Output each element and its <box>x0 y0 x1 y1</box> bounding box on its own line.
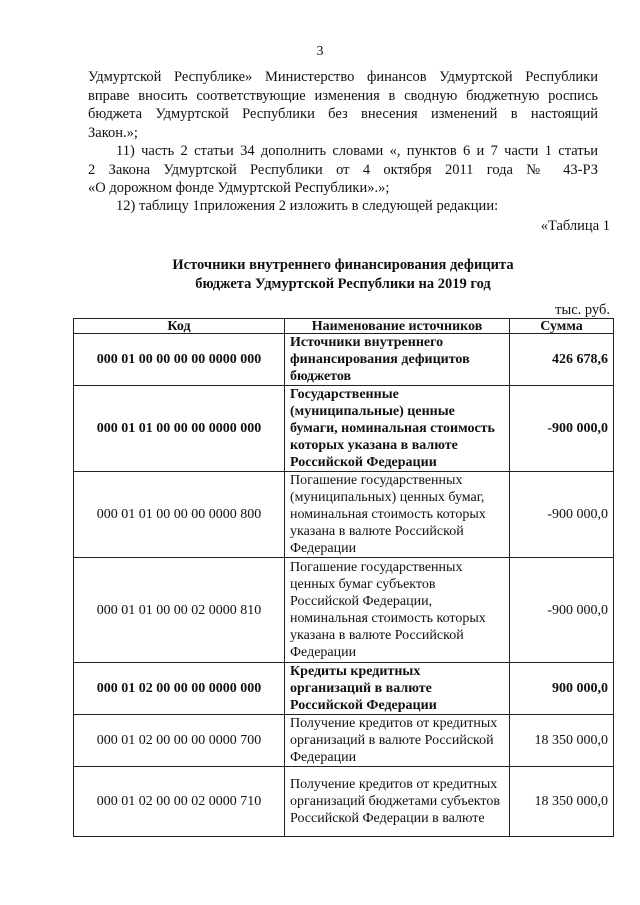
table-row <box>74 767 614 837</box>
text-line: 11) часть 2 статьи 34 дополнить словами «, пунктов 6 и 7 части 1 статьи <box>116 143 598 159</box>
sources-table <box>73 318 614 837</box>
cell-code: 000 01 01 00 00 00 0000 800 <box>74 472 285 558</box>
cell-sum: 426 678,6 <box>510 334 614 386</box>
table-title <box>88 256 598 294</box>
table-title-line: бюджета Удмуртской Республики на 2019 год <box>195 276 491 292</box>
cell-code: 000 01 01 00 00 02 0000 810 <box>74 558 285 663</box>
cell-code: 000 01 02 00 00 00 0000 700 <box>74 715 285 767</box>
paragraph-1 <box>88 68 598 142</box>
cell-name: Получение кредитов от кредитных организаций бюджетами субъектов Российской Федерации в валюте <box>285 767 510 837</box>
text-line: 2 Закона Удмуртской Республики от 4 октября 2011 года № 43-РЗ <box>88 161 598 178</box>
units-label: тыс. руб. <box>555 302 610 318</box>
table-row <box>74 663 614 715</box>
cell-name: Источники внутреннего финансирования дефицитов бюджетов <box>285 334 510 386</box>
paragraph-2 <box>88 142 598 198</box>
text-line: «О дорожном фонде Удмуртской Республики».»; <box>88 180 390 196</box>
cell-name: Погашение государственных (муниципальных) ценных бумаг, номинальная стоимость которых указана в валюте Российской Федерации <box>285 472 510 558</box>
table-reference: «Таблица 1 <box>540 218 610 234</box>
cell-code: 000 01 01 00 00 00 0000 000 <box>74 386 285 472</box>
table-row <box>74 715 614 767</box>
table-header-row <box>74 319 614 334</box>
paragraph-3 <box>88 197 598 216</box>
table-row <box>74 386 614 472</box>
cell-sum: -900 000,0 <box>510 472 614 558</box>
table-row <box>74 334 614 386</box>
header-code: Код <box>74 319 285 334</box>
text-line: 12) таблицу 1приложения 2 изложить в следующей редакции: <box>116 198 499 214</box>
cell-name: Государственные (муниципальные) ценные бумаги, номинальная стоимость которых указана в валюте Российской Федерации <box>285 386 510 472</box>
cell-sum: 900 000,0 <box>510 663 614 715</box>
text-line: бюджета Удмуртской Республики без внесения изменений в настоящий <box>88 106 598 122</box>
cell-sum: -900 000,0 <box>510 558 614 663</box>
table-row <box>74 472 614 558</box>
table-row <box>74 558 614 663</box>
cell-code: 000 01 02 00 00 00 0000 000 <box>74 663 285 715</box>
header-name: Наименование источников <box>285 319 510 334</box>
text-line: вправе вносить соответствующие изменения в сводную бюджетную роспись <box>88 87 598 104</box>
cell-code: 000 01 00 00 00 00 0000 000 <box>74 334 285 386</box>
table-title-line: Источники внутреннего финансирования дефицита <box>172 257 514 273</box>
text-line: Закон.»; <box>88 124 138 141</box>
cell-sum: -900 000,0 <box>510 386 614 472</box>
cell-sum: 18 350 000,0 <box>510 767 614 837</box>
cell-code: 000 01 02 00 00 02 0000 710 <box>74 767 285 837</box>
cell-name: Получение кредитов от кредитных организаций в валюте Российской Федерации <box>285 715 510 767</box>
page-number: 3 <box>316 44 324 59</box>
cell-name: Кредиты кредитных организаций в валюте Российской Федерации <box>285 663 510 715</box>
cell-name: Погашение государственных ценных бумаг субъектов Российской Федерации, номинальная стоимость которых указана в валюте Российской Федерации <box>285 558 510 663</box>
header-sum: Сумма <box>510 319 614 334</box>
cell-sum: 18 350 000,0 <box>510 715 614 767</box>
text-line: Удмуртской Республике» Министерство финансов Удмуртской Республики <box>88 69 598 85</box>
